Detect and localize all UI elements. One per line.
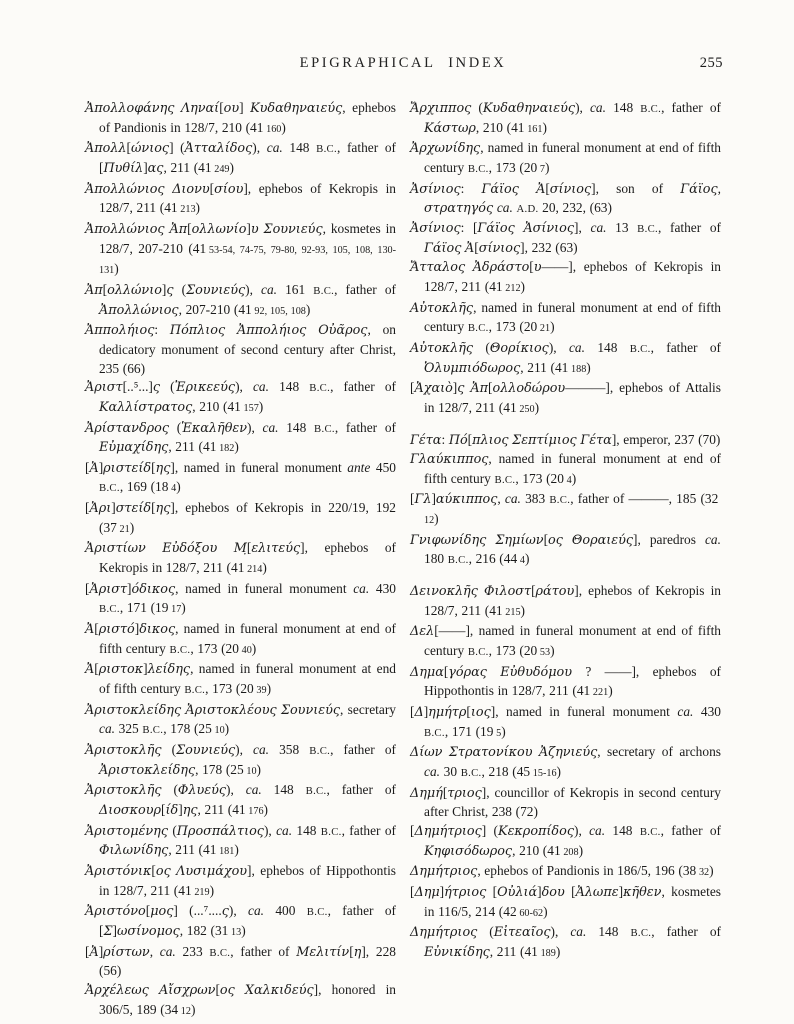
page-number: 255 (699, 55, 723, 71)
index-entry: Ἀριστοκλῆς (Φλυεύς), ca. 148 B.C., father of Διοσκουρ[ίδ]ης, 211 (41 176) (85, 782, 396, 818)
index-entry: Ἀρχέλεως Αἴσχρων[ος Χαλκιδεύς], honored in 306/5, 189 (34 12) (85, 981, 396, 1017)
index-entry: Ἀρχωνίδης, named in funeral monument at end of fifth century B.C., 173 (20 7) (410, 140, 721, 175)
index-entry: [Ἀ]ριστείδ[ης], named in funeral monument ante 450 B.C., 169 (18 4) (85, 459, 396, 495)
index-entry: Δίων Στρατονίκου Ἀζηνιεύς, secretary of archons ca. 30 B.C., 218 (45 15-16) (410, 744, 721, 779)
index-column-right (410, 99, 721, 1021)
index-entry: Αὐτοκλῆς, named in funeral monument at end of fifth century B.C., 173 (20 21) (410, 299, 721, 335)
index-entry: Δημα[γόρας Εὐθυδόμου ? ——], ephebos of Hippothontis in 128/7, 211 (41 221) (410, 663, 721, 699)
index-entry: Αὐτοκλῆς (Θορίκιος), ca. 148 B.C., father of Ὀλυμπιόδωρος, 211 (41 188) (410, 339, 721, 376)
index-entry: Ἀριστοκλείδης Ἀριστοκλέους Σουνιεύς, secretary ca. 325 B.C., 178 (25 10) (85, 701, 396, 737)
index-entry: [Ἀρι]στείδ[ης], ephebos of Kekropis in 220/19, 192 (37 21) (85, 500, 396, 535)
index-entry: Ἀσίνιος: [Γάϊος Ἀσίνιος], ca. 13 B.C., father of Γάϊος Ἀ[σίνιος], 232 (63) (410, 219, 721, 256)
index-entry: [Ἀ]ρίστων, ca. 233 B.C., father of Μελιτίν[η], 228 (56) (85, 943, 396, 979)
index-entry: [Ἀριστ]όδικος, named in funeral monument ca. 430 B.C., 171 (19 17) (85, 580, 397, 616)
index-entry: [Δ]ημήτρ[ιος], named in funeral monument ca. 430 B.C., 171 (19 5) (410, 704, 721, 739)
index-entry: Ἀρίστανδρος (Ἑκαλῆθεν), ca. 148 B.C., father of Εὐμαχίδης, 211 (41 182) (85, 419, 396, 456)
index-entry: Ἄτταλος Ἀδράστο[υ——], ephebos of Kekropis in 128/7, 211 (41 212) (410, 259, 721, 294)
index-entry: Ἀπολλώνιος Διονυ[σίου], ephebos of Kekropis in 128/7, 211 (41 213) (85, 180, 397, 216)
index-entry: Γλαύκιππος, named in funeral monument at end of fifth century B.C., 173 (20 4) (410, 451, 721, 486)
index-entry: Ἀριστόνικ[ος Λυσιμάχου], ephebos of Hippothontis in 128/7, 211 (41 219) (85, 862, 397, 898)
index-entry: Γέτα: Πό[πλιος Σεπτίμιος Γέτα], emperor, 237 (70) (410, 431, 721, 448)
index-entry: Δημήτριος (Εἰτεαῖος), ca. 148 B.C., father of Εὐνικίδης, 211 (41 189) (410, 924, 721, 960)
index-entry: Ἀριστίων Εὐδόξου Μ̣[ελιτεύς], ephebos of Kekropis in 128/7, 211 (41 214) (85, 540, 396, 576)
index-entry: [Δημήτριος] (Κεκροπίδος), ca. 148 B.C., father of Κηφισόδωρος, 210 (41 208) (410, 822, 721, 859)
index-entry: Ἀπ[ολλώνιο]ς (Σουνιεύς), ca. 161 B.C., father of Ἀπολλώνιος, 207-210 (41 92, 105, 108) (85, 281, 396, 318)
index-entry: Ἀπολλ[ώνιος] (Ἀτταλίδος), ca. 148 B.C., father of [Πυθίλ]ας, 211 (41 249) (85, 140, 396, 176)
index-entry: Ἀριστοκλῆς (Σουνιεύς), ca. 358 B.C., father of Ἀριστοκλείδης, 178 (25 10) (85, 742, 396, 778)
page-header (85, 55, 721, 77)
index-entry: Ἀπολλοφάνης Ληναί[ου] Κυδαθηναιεύς, ephebos of Pandionis in 128/7, 210 (41 160) (85, 100, 397, 135)
page-title: EPIGRAPHICAL INDEX (299, 55, 507, 71)
index-entry: Γνιφωνίδης Σημίων[ος Θοραιεύς], paredros ca. 180 B.C., 216 (44 4) (410, 531, 721, 567)
index-column-left (85, 99, 396, 1021)
index-entry: [Γλ]αύκιππος, ca. 383 B.C., father of ———, 185 (32 12) (410, 491, 721, 527)
index-entry: Ἀππολήιος: Πόπλιος Ἀππολήιος Οὐᾶρος, on dedicatory monument of second century after Christ, 235 (66) (85, 322, 397, 376)
index-entry: Ἀριστομένης (Προσπάλτιος), ca. 148 B.C., father of Φιλωνίδης, 211 (41 181) (85, 822, 396, 859)
index-entry: Ἀριστόνο[μος] (...⁷....ς), ca. 400 B.C., father of [Σ]ωσίνομος, 182 (31 13) (85, 903, 396, 939)
index-columns (85, 99, 721, 1021)
index-entry: [Δημ]ήτριος [Οὐλιά]δου [Ἀλωπε]κῆθεν, kosmetes in 116/5, 214 (42 60-62) (410, 883, 721, 919)
index-entry: Ἀσίνιος: Γάϊος Ἀ[σίνιος], son of Γάϊος, στρατηγός ca. A.D. 20, 232, (63) (410, 180, 721, 217)
index-entry: Ἀπολλώνιος Ἀπ[ολλωνίο]υ Σουνιεύς, kosmetes in 128/7, 207-210 (41 53-54, 74-75, 79-80, 92-93, 105, 108, 130-131) (85, 220, 397, 277)
index-entry: [Ἀχαιὸ]ς Ἀπ[ολλοδώρου———], ephebos of Attalis in 128/7, 211 (41 250) (410, 380, 721, 415)
index-entry: Ἀριστ[..⁵...]ς (Ἐρικεεύς), ca. 148 B.C., father of Καλλίστρατος, 210 (41 157) (85, 379, 396, 415)
index-entry: Δεινοκλῆς Φιλοστ[ράτου], ephebos of Kekropis in 128/7, 211 (41 215) (410, 583, 721, 618)
index-entry: Ἀ[ριστό]δικος, named in funeral monument at end of fifth century B.C., 173 (20 40) (85, 621, 396, 656)
index-entry: Ἄρχιππος (Κυδαθηναιεύς), ca. 148 B.C., father of Κάστωρ, 210 (41 161) (410, 100, 721, 136)
index-entry: Δημή[τριος], councillor of Kekropis in second century after Christ, 238 (72) (410, 784, 721, 820)
index-entry: Δελ[——], named in funeral monument at end of fifth century B.C., 173 (20 53) (410, 623, 721, 659)
index-entry: Ἀ[ριστοκ]λείδης, named in funeral monument at end of fifth century B.C., 173 (20 39) (85, 661, 396, 697)
index-entry: Δημήτριος, ephebos of Pandionis in 186/5, 196 (38 32) (410, 863, 714, 880)
